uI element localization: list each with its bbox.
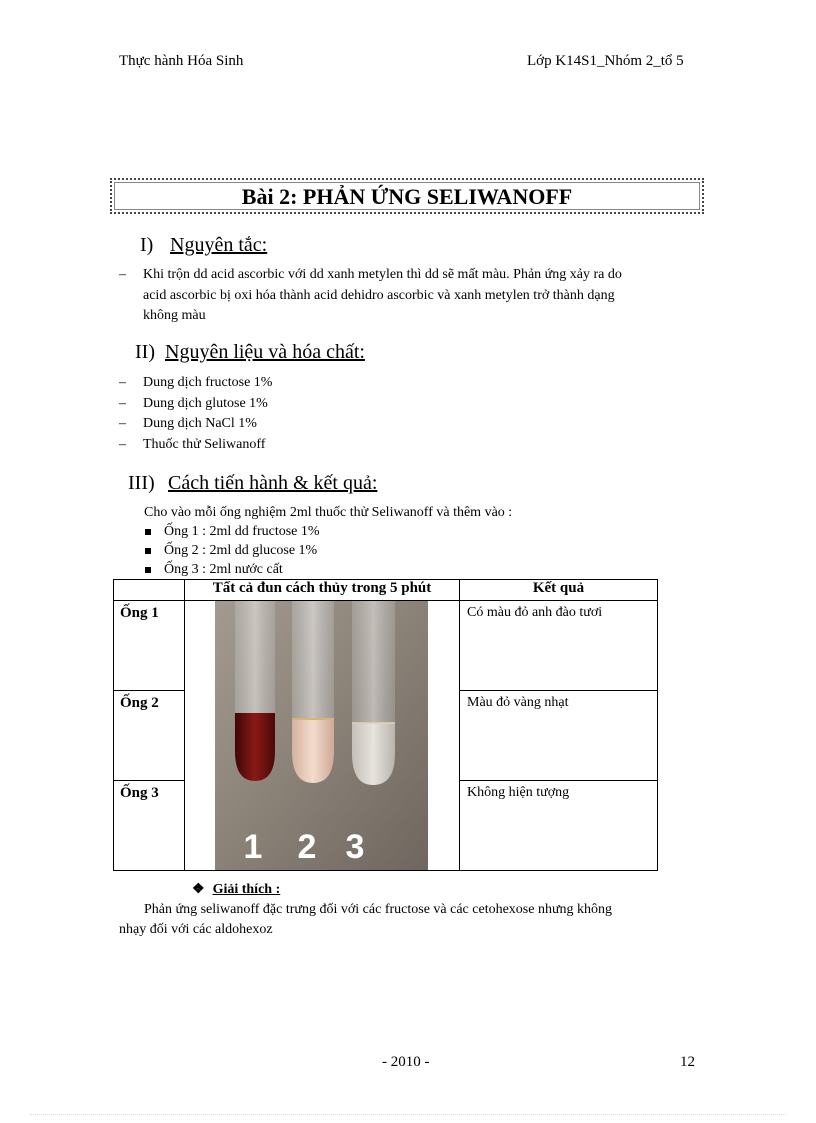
list-item <box>145 560 320 579</box>
tube-3-liquid <box>352 723 395 785</box>
procedure-item: Ống 3 : 2ml nước cất <box>164 562 283 577</box>
material-text: Dung dịch glutose 1% <box>143 395 268 411</box>
dash-marker: – <box>119 436 126 452</box>
tube-label: Ống 1 <box>114 601 185 691</box>
photo-label-2: 2 <box>297 828 317 866</box>
principle-line: không màu <box>143 308 206 323</box>
results-table <box>113 579 658 871</box>
principle-line: Khi trộn dd acid ascorbic với dd xanh metylen thì dd sẽ mất màu. Phản ứng xảy ra do <box>143 267 622 282</box>
section-2-heading <box>135 341 365 364</box>
section-2-number: II) <box>135 341 155 363</box>
test-tubes-photo <box>215 601 428 870</box>
table-row <box>114 601 658 691</box>
list-item <box>119 394 519 415</box>
procedure-item: Ống 2 : 2ml dd glucose 1% <box>164 543 318 558</box>
table-header-empty <box>114 580 185 601</box>
page-separator <box>30 1114 786 1115</box>
procedure-intro: Cho vào mỗi ống nghiệm 2ml thuốc thử Seliwanoff và thêm vào : <box>144 505 513 520</box>
explanation-label: Giải thích : <box>212 882 281 897</box>
tube-label: Ống 2 <box>114 691 185 781</box>
list-item <box>119 373 519 394</box>
page-title: Bài 2: PHẢN ỨNG SELIWANOFF <box>241 184 573 209</box>
section-3-number: III) <box>128 472 155 494</box>
photo-cell <box>185 601 460 871</box>
section-3-heading <box>128 472 377 495</box>
material-text: Dung dịch NaCl 1% <box>143 416 257 431</box>
material-text: Dung dịch fructose 1% <box>143 375 273 390</box>
table-header-row <box>114 580 658 601</box>
explanation-heading <box>192 880 280 900</box>
dash-marker: – <box>119 267 126 282</box>
bullet-square-icon <box>145 548 151 554</box>
list-item <box>145 522 320 541</box>
title-box <box>110 178 704 214</box>
bullet-square-icon <box>145 567 151 573</box>
list-item <box>145 541 320 560</box>
procedure-list <box>145 522 320 579</box>
section-3-title: Cách tiến hành & kết quả: <box>168 472 378 494</box>
result-cell: Màu đỏ vàng nhạt <box>460 691 658 781</box>
bullet-square-icon <box>145 529 151 535</box>
diamond-bullet-icon: ❖ <box>192 882 205 897</box>
dash-marker: – <box>119 375 126 390</box>
photo-label-1: 1 <box>243 828 263 866</box>
dash-marker: – <box>119 416 126 431</box>
tube-1-liquid <box>235 713 275 781</box>
section-1-title: Nguyên tắc: <box>170 234 268 256</box>
dash-marker: – <box>119 395 126 411</box>
result-cell: Có màu đỏ anh đào tươi <box>460 601 658 691</box>
tube-label: Ống 3 <box>114 781 185 871</box>
list-item <box>119 435 519 456</box>
explanation-line-2: nhạy đối với các aldohexoz <box>119 922 273 937</box>
principle-line: acid ascorbic bị oxi hóa thành acid dehidro ascorbic và xanh metylen trở thành dạng <box>143 287 615 303</box>
material-text: Thuốc thử Seliwanoff <box>143 436 266 452</box>
table-header-result: Kết quả <box>460 580 658 601</box>
page-number: 12 <box>680 1054 695 1070</box>
procedure-item: Ống 1 : 2ml dd fructose 1% <box>164 524 320 539</box>
section-1-number: I) <box>140 234 154 256</box>
list-item <box>119 414 519 435</box>
section-1-heading <box>140 234 267 257</box>
materials-list <box>119 373 519 455</box>
tube-2-liquid <box>292 719 334 783</box>
footer-center: - 2010 - <box>382 1054 430 1070</box>
table-header-procedure: Tất cả đun cách thủy trong 5 phút <box>185 580 460 601</box>
result-cell: Không hiện tượng <box>460 781 658 871</box>
principle-block <box>119 265 699 327</box>
header-right: Lớp K14S1_Nhóm 2_tổ 5 <box>527 53 684 69</box>
photo-label-3: 3 <box>345 828 365 866</box>
header-left: Thực hành Hóa Sinh <box>119 53 244 69</box>
section-2-title: Nguyên liệu và hóa chất: <box>165 341 365 363</box>
explanation-line-1: Phản ứng seliwanoff đặc trưng đối với các fructose và các cetohexose nhưng không <box>144 902 613 917</box>
